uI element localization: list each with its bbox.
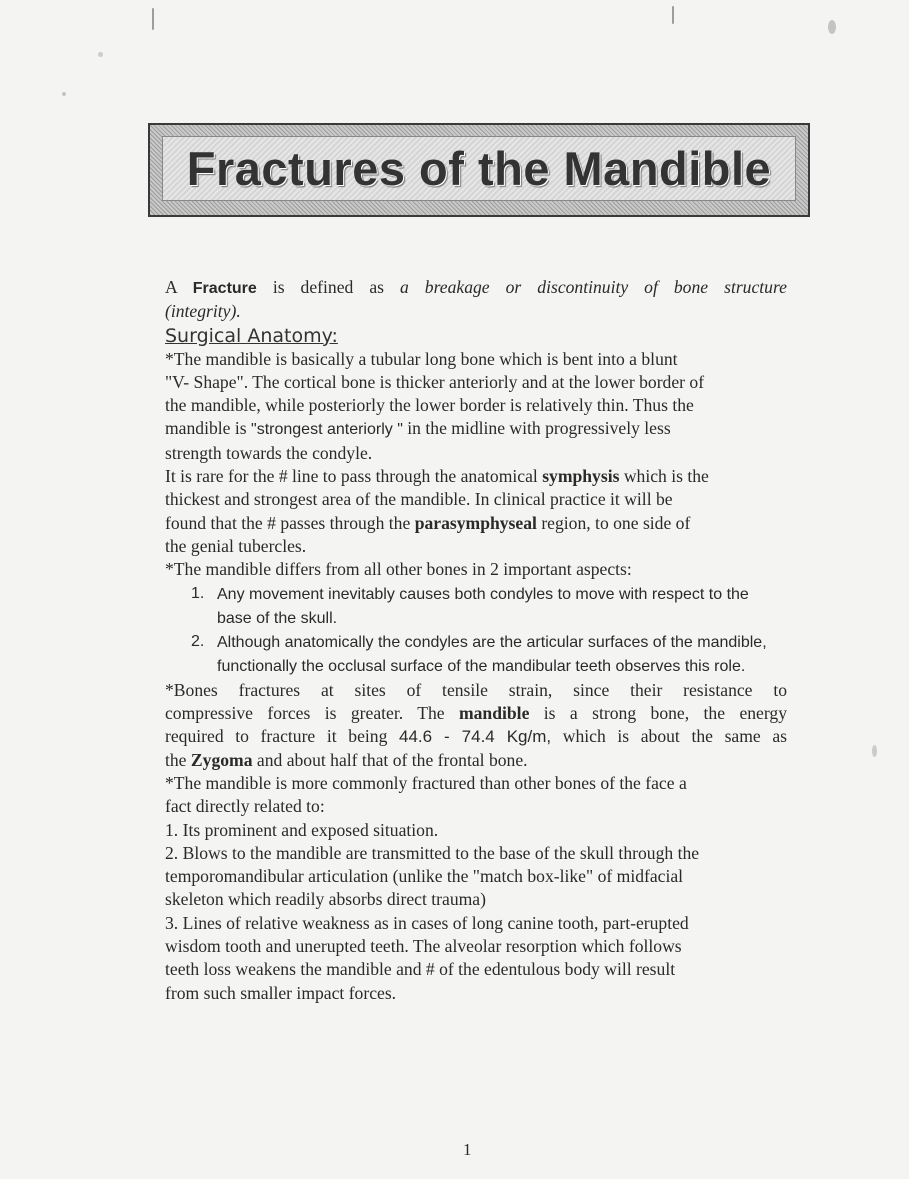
para4-text: the (165, 749, 187, 770)
para3-intro: *The mandible differs from all other bones in 2 important aspects: (165, 559, 632, 580)
para4-text: required to fracture it being (165, 726, 388, 747)
reason-item: 1. Its prominent and exposed situation. (165, 819, 439, 840)
aspect-list-item-cont (165, 606, 787, 630)
para4-text: and about half that of the frontal bone. (256, 749, 528, 770)
reason-item-cont: wisdom tooth and unerupted teeth. The alveolar resorption which follows (165, 936, 682, 957)
reason-item-cont: teeth loss weakens the mandible and # of the edentulous body will result (165, 959, 676, 980)
reason-item: 2. Blows to the mandible are transmitted to the base of the skull through the (165, 842, 700, 863)
definition-line-2 (165, 300, 787, 323)
para2-line (165, 465, 787, 488)
para1-line: "V- Shape". The cortical bone is thicker anteriorly and at the lower border of (165, 371, 705, 392)
para2-line: thickest and strongest area of the mandible. In clinical practice it will be (165, 489, 673, 510)
definition-italic: a breakage or discontinuity of bone structure (400, 277, 787, 297)
reason-item-cont: temporomandibular articulation (unlike the "match box-like" of midfacial (165, 866, 684, 887)
para4-text: is a strong bone, the energy (543, 703, 787, 724)
para4-bold-zygoma: Zygoma (190, 749, 253, 770)
para1-line (165, 417, 787, 441)
definition-italic-2: (integrity). (165, 301, 241, 322)
scan-speck (98, 52, 103, 57)
para1-text: mandible is (165, 418, 247, 439)
para4-line (165, 702, 787, 725)
scan-speck (152, 8, 154, 30)
scan-speck (828, 20, 836, 34)
para4-text: compressive forces is greater. The (165, 703, 445, 724)
page-number: 1 (463, 1140, 472, 1159)
reason-item-cont: from such smaller impact forces. (165, 982, 397, 1003)
list-text: functionally the occlusal surface of the mandibular teeth observes this role. (217, 658, 746, 676)
definition-mid: is defined as (272, 277, 384, 297)
para4-line: *Bones fractures at sites of tensile strain, since their resistance to (165, 679, 787, 700)
para4-line (165, 725, 787, 748)
scan-speck (872, 745, 877, 757)
aspect-list-item (165, 630, 787, 654)
list-number: 1. (191, 584, 205, 602)
para2-bold-symphysis: symphysis (542, 466, 620, 487)
para1-line: *The mandible is basically a tubular long bone which is bent into a blunt (165, 348, 678, 369)
para2-line: the genial tubercles. (165, 535, 307, 556)
para2-bold-parasymphyseal: parasymphyseal (414, 512, 537, 533)
definition-line-1 (165, 276, 787, 300)
para4-energy-value: 44.6 - 74.4 Kg/m, (399, 727, 552, 747)
definition-term: Fracture (192, 280, 257, 297)
para2-text: region, to one side of (541, 512, 691, 533)
list-text: Any movement inevitably causes both condyles to move with respect to the (217, 585, 749, 603)
para1-line: strength towards the condyle. (165, 442, 373, 463)
title-banner-inner (162, 136, 796, 201)
para2-line (165, 512, 787, 535)
para2-text: It is rare for the # line to pass through the anatomical (165, 466, 538, 487)
document-body (165, 276, 787, 1005)
para2-text: found that the # passes through the (165, 512, 411, 533)
reason-item-cont: skeleton which readily absorbs direct trauma) (165, 889, 486, 910)
page-title: Fractures of the Mandible (186, 142, 772, 195)
para4-bold-mandible: mandible (458, 703, 530, 724)
reason-item: 3. Lines of relative weakness as in cases of long canine tooth, part-erupted (165, 912, 689, 933)
para1-emphasis: "strongest anteriorly " (251, 421, 403, 439)
list-text: base of the skull. (217, 609, 338, 627)
aspect-list-item-cont (165, 654, 787, 678)
para5-line: *The mandible is more commonly fractured than other bones of the face a (165, 772, 687, 793)
para4-line (165, 749, 787, 772)
para2-text: which is the (623, 466, 709, 487)
para5-line: fact directly related to: (165, 796, 325, 817)
section-heading: Surgical Anatomy: (165, 324, 338, 347)
list-text: Although anatomically the condyles are the articular surfaces of the mandible, (217, 634, 767, 652)
list-number: 2. (191, 633, 205, 651)
scan-speck (62, 92, 66, 96)
scan-speck (672, 6, 674, 24)
para4-text: which is about the same as (562, 726, 788, 747)
aspect-list-item (165, 582, 787, 606)
title-banner (148, 123, 810, 217)
definition-prefix: A (165, 277, 177, 297)
para1-line: the mandible, while posteriorly the lower border is relatively thin. Thus the (165, 395, 694, 416)
para1-text: in the midline with progressively less (407, 418, 671, 439)
